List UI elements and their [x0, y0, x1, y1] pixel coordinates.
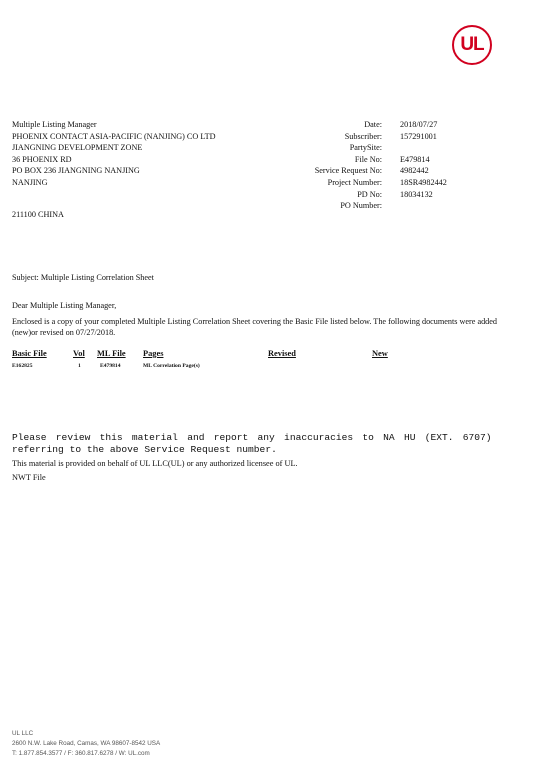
table-cell-pages: ML Correlation Page(s)	[143, 363, 200, 369]
table-cell-basic-file: E162825	[12, 363, 33, 369]
table-header-pages: Pages	[143, 349, 164, 358]
greeting: Dear Multiple Listing Manager,	[12, 301, 117, 310]
table-cell-ml-file: E479814	[100, 363, 121, 369]
review-line-2: referring to the above Service Request number.	[12, 444, 277, 455]
footer-contact: T: 1.877.854.3577 / F: 360.817.6278 / W: UL.com	[12, 750, 150, 757]
nwt-file-label: NWT File	[12, 473, 46, 482]
meta-label: PO Number:	[340, 201, 382, 211]
provided-statement: This material is provided on behalf of UL LLC(UL) or any authorized licensee of UL.	[12, 459, 298, 468]
meta-value: 4982442	[400, 166, 429, 176]
recipient-line: PHOENIX CONTACT ASIA-PACIFIC (NANJING) CO LTD	[12, 131, 216, 141]
meta-value: 2018/07/27	[400, 120, 438, 129]
meta-label: File No:	[354, 154, 382, 164]
footer-company: UL LLC	[12, 730, 34, 737]
meta-row-po-number	[202, 200, 447, 212]
meta-row-partysite	[202, 142, 447, 154]
recipient-line: Multiple Listing Manager	[12, 120, 97, 129]
table-header-revised: Revised	[268, 349, 296, 358]
meta-value: E479814	[400, 154, 430, 164]
table-cell-vol: 1	[78, 363, 81, 369]
recipient-line: JIANGNING DEVELOPMENT ZONE	[12, 143, 143, 153]
meta-label: PD No:	[357, 189, 382, 199]
meta-value: 18SR4982442	[400, 177, 447, 187]
recipient-country: 211100 CHINA	[12, 210, 64, 219]
meta-row-pd-no	[202, 189, 447, 201]
recipient-line: PO BOX 236 JIANGNING NANJING	[12, 166, 140, 176]
recipient-address	[12, 119, 216, 189]
recipient-line: NANJING	[12, 177, 48, 187]
enclosed-paragraph: Enclosed is a copy of your completed Multiple Listing Correlation Sheet covering the Basic File listed below. The following documents were added (new)or revised on 07/27/2018.	[12, 317, 497, 337]
meta-row-project-number	[202, 177, 447, 189]
recipient-line: 36 PHOENIX RD	[12, 154, 72, 164]
meta-label: Subscriber:	[344, 131, 382, 141]
meta-label: Service Request No:	[314, 166, 382, 176]
meta-row-service-request	[202, 165, 447, 177]
table-header-basic-file: Basic File	[12, 349, 47, 358]
meta-value: 157291001	[400, 131, 437, 141]
meta-label: PartySite:	[349, 143, 382, 153]
table-header-ml-file: ML File	[97, 349, 126, 358]
meta-row-subscriber	[202, 131, 447, 143]
review-paragraph	[12, 432, 518, 456]
meta-value: 18034132	[400, 189, 433, 199]
meta-row-file-no	[202, 154, 447, 166]
footer	[12, 729, 160, 759]
review-line-1: Please review this material and report any inaccuracies to NA HU (EXT. 6707)	[12, 432, 492, 443]
meta-block	[202, 119, 447, 212]
table-header-vol: Vol	[73, 349, 85, 358]
meta-row-date	[202, 119, 447, 131]
footer-address: 2600 N.W. Lake Road, Camas, WA 98607-8542 USA	[12, 740, 161, 747]
meta-label: Project Number:	[327, 177, 382, 187]
meta-label: Date:	[364, 120, 382, 129]
ul-logo: UL	[452, 25, 492, 65]
table-header-new: New	[372, 349, 388, 358]
subject-line: Subject: Multiple Listing Correlation Sheet	[12, 273, 154, 282]
